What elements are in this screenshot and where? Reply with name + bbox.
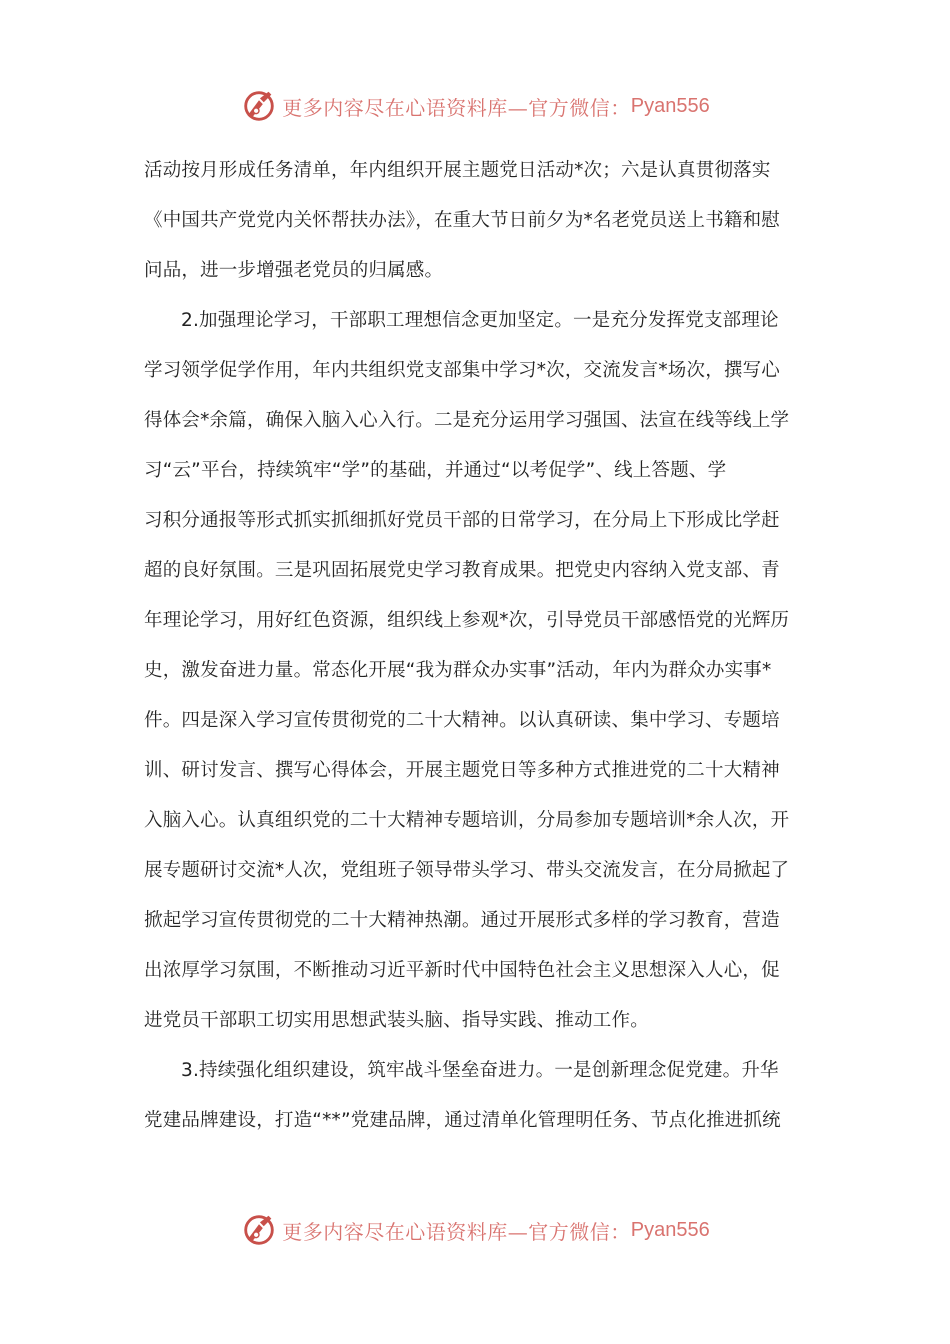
paragraph-heading-line: 3.持续强化组织建设，筑牢战斗堡垒奋进力。一是创新理念促党建。升华 bbox=[181, 1060, 779, 1081]
footer-brand-text: 更多内容尽在心语资料库—官方微信： bbox=[282, 1219, 631, 1244]
header-wechat-id: Pyan556 bbox=[630, 94, 710, 117]
text-line: 党建品牌建设，打造“**”党建品牌，通过清单化管理明任务、节点化推进抓统 bbox=[144, 1110, 781, 1131]
text-line: 习积分通报等形式抓实抓细抓好党员干部的日常学习，在分局上下形成比学赶 bbox=[144, 510, 780, 531]
text-line: 史，激发奋进力量。常态化开展“我为群众办实事”活动，年内为群众办实事* bbox=[144, 660, 772, 681]
text-line: 问品，进一步增强老党员的归属感。 bbox=[144, 260, 444, 281]
text-line: 学习领学促学作用，年内共组织党支部集中学习*次，交流发言*场次，撰写心 bbox=[144, 360, 781, 381]
paragraph-heading-line: 2.加强理论学习，干部职工理想信念更加坚定。一是充分发挥党支部理论 bbox=[181, 310, 779, 331]
footer-banner bbox=[0, 1208, 950, 1252]
text-line: 展专题研讨交流*人次，党组班子领导带头学习、带头交流发言，在分局掀起了 bbox=[144, 860, 790, 881]
text-line: 年理论学习，用好红色资源，组织线上参观*次，引导党员干部感悟党的光辉历 bbox=[144, 610, 790, 631]
document-body bbox=[144, 146, 809, 1146]
header-brand-text: 更多内容尽在心语资料库—官方微信： bbox=[282, 95, 631, 120]
text-line: 训、研讨发言、撰写心得体会，开展主题党日等多种方式推进党的二十大精神 bbox=[144, 760, 780, 781]
text-line: 得体会*余篇，确保入脑入心入行。二是充分运用学习强国、法宣在线等线上学 bbox=[144, 410, 790, 431]
text-line: 习“云”平台，持续筑牢“学”的基础，并通过“以考促学”、线上答题、学 bbox=[144, 460, 727, 481]
header-banner bbox=[0, 84, 950, 128]
text-line: 活动按月形成任务清单，年内组织开展主题党日活动*次；六是认真贯彻落实 bbox=[144, 160, 771, 181]
text-line: 《中国共产党党内关怀帮扶办法》，在重大节日前夕为*名老党员送上书籍和慰 bbox=[144, 210, 781, 231]
brand-logo-icon bbox=[240, 1211, 278, 1249]
text-line: 件。四是深入学习宣传贯彻党的二十大精神。以认真研读、集中学习、专题培 bbox=[144, 710, 780, 731]
text-line: 掀起学习宣传贯彻党的二十大精神热潮。通过开展形式多样的学习教育，营造 bbox=[144, 910, 780, 931]
text-line: 出浓厚学习氛围，不断推动习近平新时代中国特色社会主义思想深入人心，促 bbox=[144, 960, 780, 981]
footer-wechat-id: Pyan556 bbox=[630, 1218, 710, 1241]
text-line: 进党员干部职工切实用思想武装头脑、指导实践、推动工作。 bbox=[144, 1010, 649, 1031]
text-line: 超的良好氛围。三是巩固拓展党史学习教育成果。把党史内容纳入党支部、青 bbox=[144, 560, 780, 581]
text-line: 入脑入心。认真组织党的二十大精神专题培训，分局参加专题培训*余人次，开 bbox=[144, 810, 790, 831]
brand-logo-icon bbox=[240, 87, 278, 125]
